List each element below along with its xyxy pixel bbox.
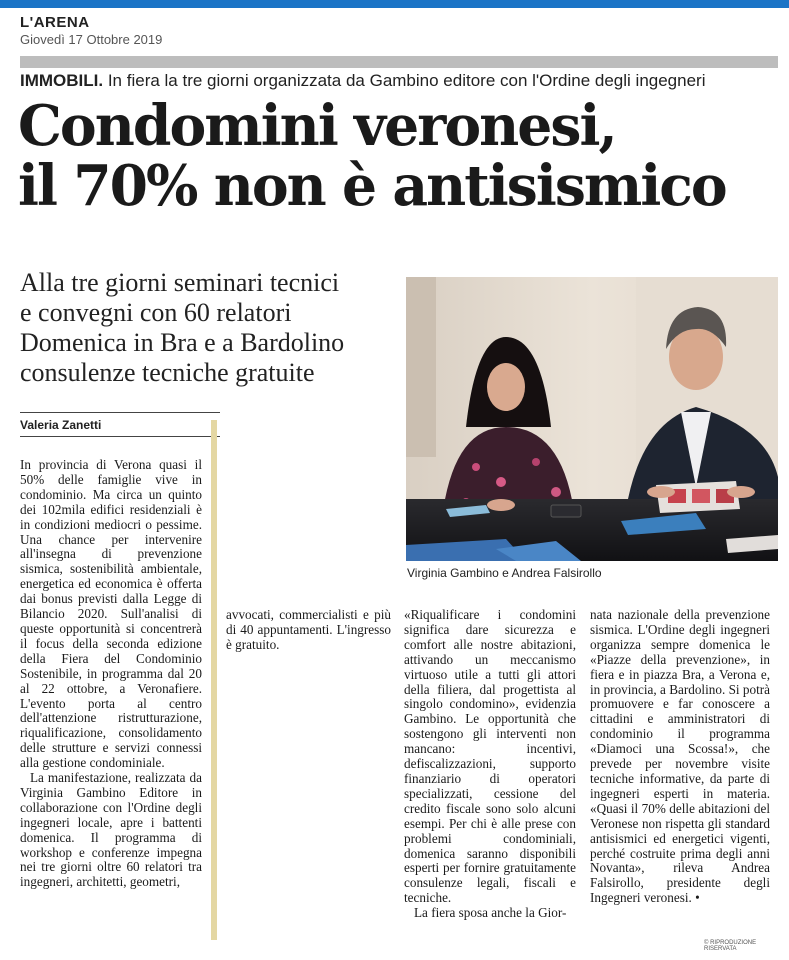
kicker-tag: IMMOBILI. [20,71,104,90]
article-photo [406,277,778,561]
section-rule [20,56,778,68]
masthead [20,14,162,47]
headline-line-1: Condomini veronesi, [18,93,616,159]
kicker [20,71,705,91]
author-rule-top [20,412,220,413]
author-rule-bottom [20,436,220,437]
newspaper-name: L'ARENA [20,14,90,31]
author-byline: Valeria Zanetti [20,418,102,432]
subheadline-line-4: consulenze tecniche gratuite [20,358,315,387]
article-column-3 [590,608,770,906]
paragraph: In provincia di Verona quasi il 50% delle famiglie vive in condominio. Ma circa un quinto dei 102mila edifici residenziali è in condizioni mediocri o pessime. Una chance per intervenire all'insegna di prevenzione sismica, sostenibilità ambientale, energetica ed economica è offerta dai bonus previsti dalla Legge di Bilancio 2020. Sull'analisi di queste opportunità si concentrerà il focus della seconda edizione della Fiera del Condominio Sostenibile, in programma dal 20 al 22 ottobre, a Veronafiere. L'evento porta al centro dell'attenzione ristrutturazione, riqualificazione, consolidamento delle strutture e servizi connessi alla gestione condominiale. [20,457,202,771]
column-separator [211,420,217,940]
copyright-note: © RIPRODUZIONE RISERVATA [704,940,757,952]
subheadline-line-1: Alla tre giorni seminari tecnici [20,268,340,297]
article-column-2b [404,608,576,921]
subheadline [20,268,400,388]
paragraph: avvocati, commercialisti e più di 40 appuntamenti. L'ingresso è gratuito. [226,607,391,652]
subheadline-line-3: Domenica in Bra e a Bardolino [20,328,345,357]
headline [18,93,726,219]
photo-illustration [406,277,778,561]
article-column-2 [226,608,391,653]
paragraph: nata nazionale della prevenzione sismica. L'Ordine degli ingegneri organizza sempre domenica le «Piazze della prevenzione», in fiera e in piazza Bra, a Verona e, in provincia, a Bardolino. Si potrà promuovere e far conoscere a cittadini e amministratori di condominio il programma «Diamoci una Scossa!», che prevede per novembre visite tecniche informative, da parte di ingegneri esperti in materia. «Quasi il 70% delle abitazioni del Veronese non rispetta gli standard antisismici ed energetici vigenti, perché costruite prima degli anni Novanta», rileva Andrea Falsirollo, presidente degli Ingegneri veronesi. • [590,607,770,906]
article-column-1 [20,458,202,890]
kicker-text: In fiera la tre giorni organizzata da Gambino editore con l'Ordine degli ingegneri [103,71,706,90]
subheadline-line-2: e convegni con 60 relatori [20,298,292,327]
paragraph: La manifestazione, realizzata da Virginia Gambino Editore in collaborazione con l'Ordine degli ingegneri locale, apre i battenti domenica. Il programma di workshop e conferenze impegna nei tre giorni oltre 60 relatori tra ingegneri, architetti, geometri, [20,770,202,890]
paragraph: «Riqualificare i condomini significa dare sicurezza e comfort alle nostre abitazioni, attivando un meccanismo virtuoso utile a tutti gli attori della filiera, dal progettista al singolo condomino», evidenzia Gambino. Le opportunità che sostengono gli interventi non mancano: incentivi, defiscalizzazioni, supporto finanziario di operatori specializzati, cessione del credito fiscale sono solo alcuni esempi. Per chi è alle prese con problemi condominiali, domenica saranno disponibili esperti per fornire gratuitamente consulenze legali, fiscali e tecniche. [404,607,576,906]
top-color-bar [0,0,789,8]
publication-date: Giovedì 17 Ottobre 2019 [20,32,163,47]
photo-caption: Virginia Gambino e Andrea Falsirollo [407,566,602,580]
headline-line-2: il 70% non è antisismico [18,153,726,219]
paragraph: La fiera sposa anche la Gior- [414,905,567,921]
